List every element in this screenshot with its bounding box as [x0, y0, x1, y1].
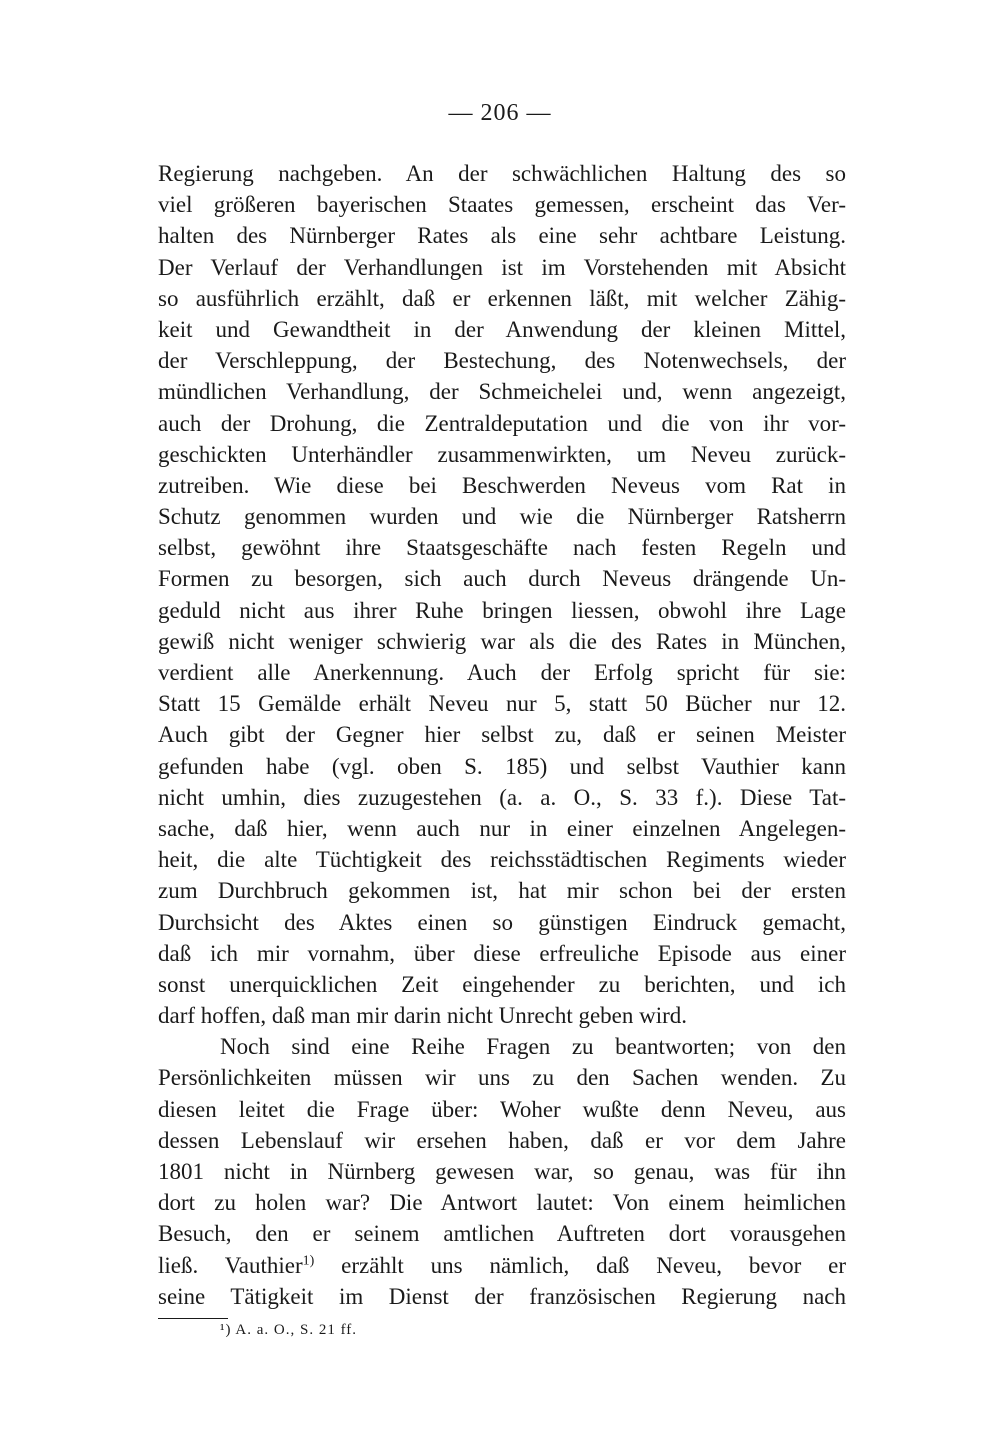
text-fragment: erzählt uns nämlich, daß Neveu, bevor er — [314, 1252, 846, 1278]
text-line-with-footnote-ref — [158, 1250, 846, 1281]
page-number: — 206 — — [448, 100, 552, 126]
text-line: keit und Gewandtheit in der Anwendung der kleinen Mittel, — [158, 316, 846, 342]
text-line: daß ich mir vornahm, über diese erfreuliche Episode aus einer — [158, 940, 846, 966]
text-line: halten des Nürnberger Rates als eine sehr achtbare Leistung. — [158, 223, 846, 249]
text-line: heit, die alte Tüchtigkeit des reichsstädtischen Regiments wieder — [158, 847, 846, 873]
text-line: gewiß nicht weniger schwierig war als die des Rates in München, — [158, 628, 846, 654]
text-line: selbst, gewöhnt ihre Staatsgeschäfte nach festen Regeln und — [158, 535, 846, 561]
text-line: Noch sind eine Reihe Fragen zu beantworten; von den — [220, 1034, 846, 1060]
text-line: Persönlichkeiten müssen wir uns zu den Sachen wenden. Zu — [158, 1065, 846, 1091]
text-line: Auch gibt der Gegner hier selbst zu, daß er seinen Meister — [158, 722, 846, 748]
footnote-reference: 1) — [302, 1252, 315, 1268]
text-line: viel größeren bayerischen Staates gemessen, erscheint das Ver- — [158, 192, 846, 218]
text-line: zutreiben. Wie diese bei Beschwerden Neveus vom Rat in — [158, 472, 846, 498]
text-line: Regierung nachgeben. An der schwächlichen Haltung des so — [158, 161, 846, 186]
text-line: geduld nicht aus ihrer Ruhe bringen liessen, obwohl ihre Lage — [158, 597, 846, 623]
text-line: verdient alle Anerkennung. Auch der Erfolg spricht für sie: — [158, 660, 846, 685]
text-line: diesen leitet die Frage über: Woher wußte denn Neveu, aus — [158, 1096, 846, 1122]
text-line: dessen Lebenslauf wir ersehen haben, daß er vor dem Jahre — [158, 1127, 846, 1153]
text-line: Schutz genommen wurden und wie die Nürnberger Ratsherrn — [158, 504, 846, 530]
text-line: Der Verlauf der Verhandlungen ist im Vorstehenden mit Absicht — [158, 254, 846, 280]
body-text — [158, 158, 846, 1312]
text-line: gefunden habe (vgl. oben S. 185) und selbst Vauthier kann — [158, 753, 846, 779]
text-line: mündlichen Verhandlung, der Schmeichelei und, wenn angezeigt, — [158, 379, 846, 405]
text-line: Formen zu besorgen, sich auch durch Neveus drängende Un- — [158, 566, 846, 592]
footnote: ¹) A. a. O., S. 21 ff. — [220, 1322, 358, 1338]
text-line: so ausführlich erzählt, daß er erkennen läßt, mit welcher Zähig- — [158, 285, 846, 311]
text-line: Statt 15 Gemälde erhält Neveu nur 5, statt 50 Bücher nur 12. — [158, 691, 846, 717]
text-line: Besuch, den er seinem amtlichen Auftreten dort vorausgehen — [158, 1221, 846, 1247]
text-line: der Verschleppung, der Bestechung, des Notenwechsels, der — [158, 348, 846, 374]
text-line: nicht umhin, dies zuzugestehen (a. a. O., S. 33 f.). Diese Tat- — [158, 784, 846, 810]
text-line: sonst unerquicklichen Zeit eingehender zu berichten, und ich — [158, 971, 846, 997]
text-line: 1801 nicht in Nürnberg gewesen war, so genau, was für ihn — [158, 1159, 846, 1184]
text-line: Durchsicht des Aktes einen so günstigen Eindruck gemacht, — [158, 909, 846, 935]
text-line: darf hoffen, daß man mir darin nicht Unrecht geben wird. — [158, 1003, 688, 1029]
text-line: sache, daß hier, wenn auch nur in einer einzelnen Angelegen- — [158, 815, 846, 841]
text-line: dort zu holen war? Die Antwort lautet: Von einem heimlichen — [158, 1190, 846, 1216]
text-fragment: ließ. Vauthier — [158, 1252, 303, 1278]
text-line: seine Tätigkeit im Dienst der französischen Regierung nach — [158, 1283, 846, 1309]
footnote-divider — [158, 1318, 228, 1319]
text-line: auch der Drohung, die Zentraldeputation und die von ihr vor- — [158, 410, 846, 436]
text-line: geschickten Unterhändler zusammenwirkten, um Neveu zurück- — [158, 441, 846, 467]
text-line: zum Durchbruch gekommen ist, hat mir schon bei der ersten — [158, 878, 846, 904]
